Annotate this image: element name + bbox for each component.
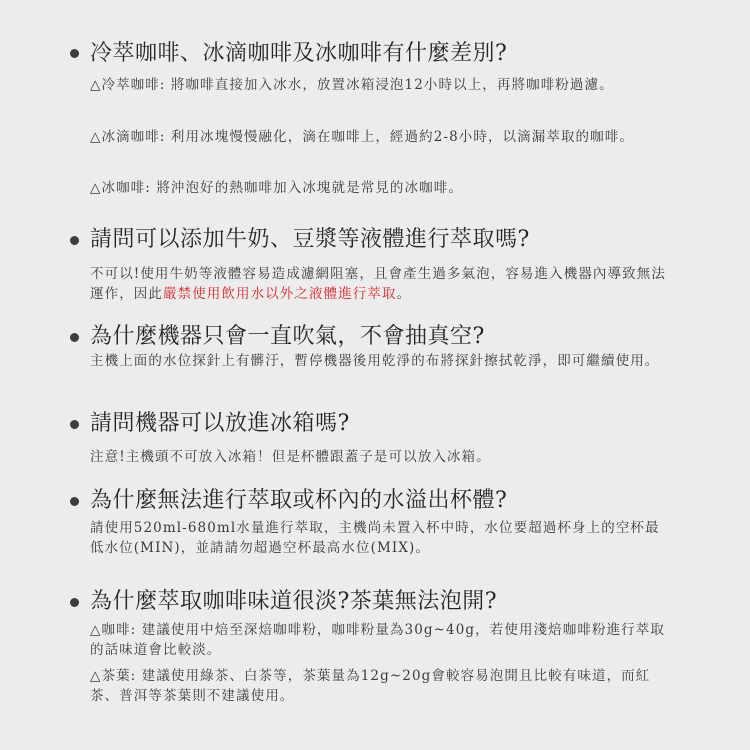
faq-question: 為什麼萃取咖啡味道很淡?茶葉無法泡開?	[90, 589, 498, 614]
bullet-dot-icon	[70, 420, 79, 429]
faq-question: 請問可以添加牛奶、豆漿等液體進行萃取嗎?	[90, 227, 530, 252]
faq-answer: 請使用520ml-680ml水量進行萃取，主機尚未置入杯中時，水位要超過杯身上的空杯最低水位(MIN)，並請請勿超過空杯最高水位(MIX)。	[90, 520, 660, 556]
faq-question: 為什麼機器只會一直吹氣，不會抽真空?	[90, 324, 485, 349]
faq-question: 為什麼無法進行萃取或杯內的水溢出杯體?	[90, 488, 508, 513]
bullet-dot-icon	[70, 49, 79, 58]
faq-answer-text-end: 。	[396, 286, 412, 302]
bullet-dot-icon	[70, 497, 79, 506]
bullet-dot-icon	[70, 333, 79, 342]
faq-question: 冷萃咖啡、冰滴咖啡及冰咖啡有什麼差別?	[90, 41, 508, 66]
bullet-dot-icon	[70, 236, 79, 245]
faq-answer-coffee: △咖啡: 建議使用中焙至深焙咖啡粉，咖啡粉量為30g~40g，若使用淺焙咖啡粉進行萃取的話味道會比較淡。	[90, 622, 665, 658]
faq-answer-iced-coffee: △冰咖啡: 將沖泡好的熱咖啡加入冰塊就是常見的冰咖啡。	[90, 180, 463, 196]
faq-answer	[90, 264, 670, 304]
faq-answer: 注意!主機頭不可放入冰箱！但是杯體跟蓋子是可以放入冰箱。	[90, 449, 491, 465]
faq-answer-warning: 嚴禁使用飲用水以外之液體進行萃取	[163, 286, 397, 302]
faq-answer: 主機上面的水位探針上有髒汙，暫停機器後用乾淨的布將探針擦拭乾淨，即可繼續使用。	[90, 353, 660, 369]
faq-answer-tea: △茶葉: 建議使用綠茶、白茶等，茶葉量為12g~20g會較容易泡開且比較有味道，而紅茶、普洱等茶葉則不建議使用。	[90, 668, 651, 704]
faq-answer-ice-drip: △冰滴咖啡: 利用冰塊慢慢融化，滴在咖啡上，經過約2-8小時，以滴漏萃取的咖啡。	[90, 129, 634, 145]
faq-question: 請問機器可以放進冰箱嗎?	[90, 411, 350, 436]
faq-answer-cold-brew: △冷萃咖啡: 將咖啡直接加入冰水，放置冰箱浸泡12小時以上，再將咖啡粉過濾。	[90, 77, 614, 93]
bullet-dot-icon	[70, 598, 79, 607]
faq-answer-text: 不可以!使用牛奶等液體容易造成濾網阻塞，且會產生過多氣泡，容易進入機器內導致無法運作，因此	[90, 266, 666, 302]
